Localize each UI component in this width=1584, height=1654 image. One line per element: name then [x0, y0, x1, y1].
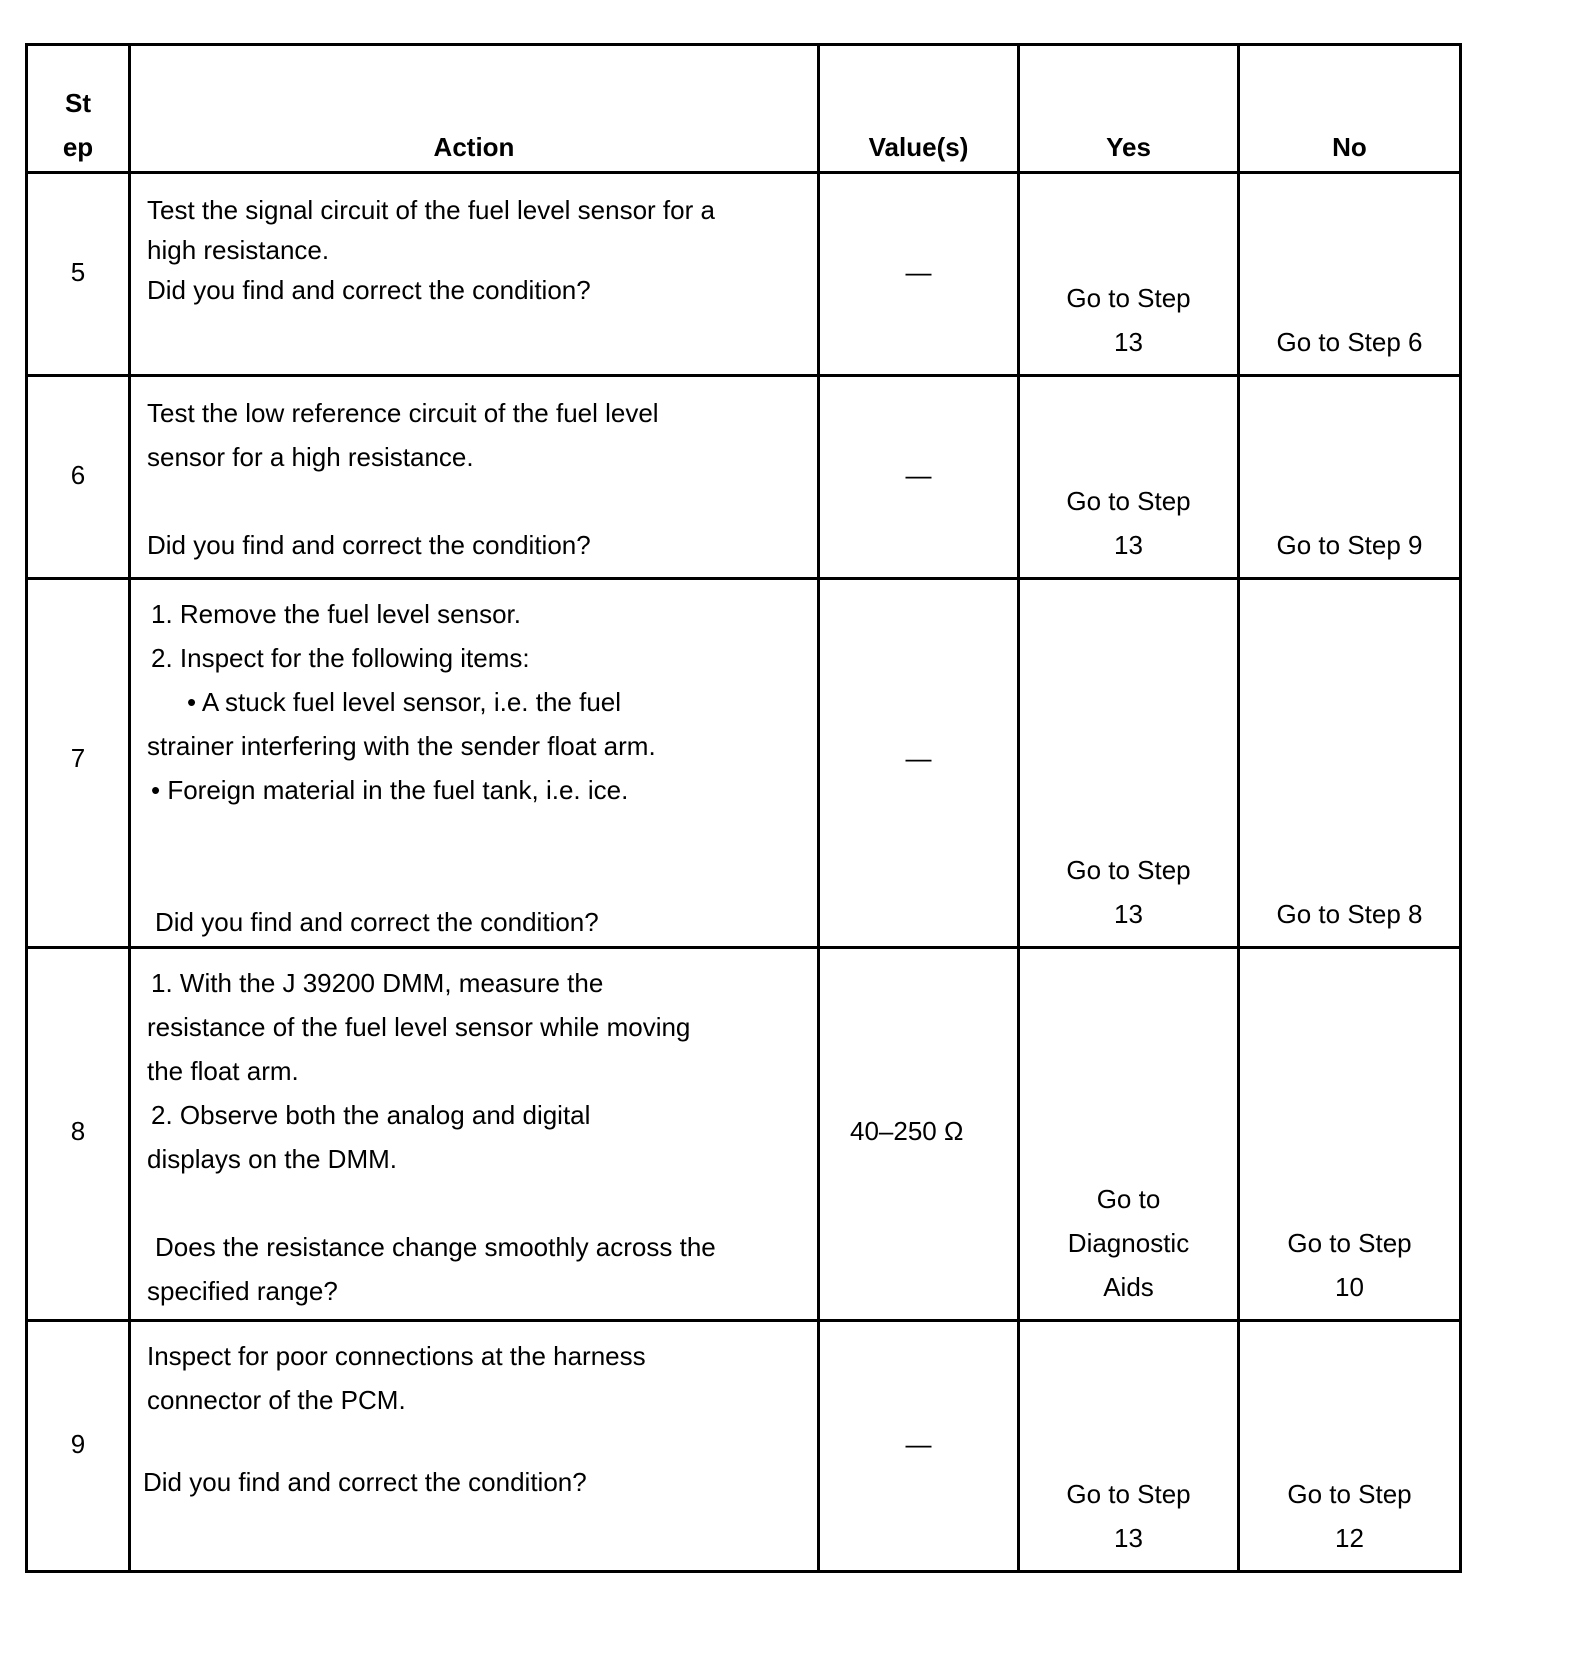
header-step-line1: St	[65, 88, 91, 118]
value-text: 40–250 Ω	[850, 1116, 964, 1146]
header-yes: Yes	[1019, 45, 1239, 173]
no-line: Go to Step 6	[1276, 327, 1423, 357]
action-question: Did you find and correct the condition?	[155, 907, 599, 937]
value-text: —	[905, 257, 932, 287]
action-question: specified range?	[147, 1276, 338, 1306]
action-line: strainer interfering with the sender float arm.	[147, 731, 656, 761]
diagnostic-table	[25, 43, 1462, 1573]
action-line: 1. With the J 39200 DMM, measure the	[151, 968, 604, 998]
yes-line: 13	[1114, 530, 1143, 560]
yes-line: Go to Step	[1066, 1479, 1191, 1509]
value-cell	[819, 1321, 1019, 1572]
no-line: Go to Step 9	[1276, 530, 1423, 560]
action-line: • A stuck fuel level sensor, i.e. the fuel	[187, 687, 622, 717]
yes-line: Diagnostic	[1067, 1228, 1190, 1258]
yes-line: 13	[1114, 899, 1143, 929]
header-row	[27, 45, 1461, 173]
table-row	[27, 579, 1461, 948]
action-line: the float arm.	[147, 1056, 299, 1086]
action-line: high resistance.	[147, 235, 330, 265]
yes-result[interactable]	[1020, 1177, 1237, 1309]
value-cell	[819, 173, 1019, 376]
yes-cell	[1019, 948, 1239, 1321]
yes-line: Go to Step	[1066, 283, 1191, 313]
no-cell	[1239, 376, 1461, 579]
no-cell	[1239, 173, 1461, 376]
no-result[interactable]	[1240, 320, 1459, 364]
value-cell	[819, 579, 1019, 948]
no-result[interactable]	[1240, 892, 1459, 936]
header-no: No	[1239, 45, 1461, 173]
header-values: Value(s)	[819, 45, 1019, 173]
action-line: 2. Observe both the analog and digital	[151, 1100, 591, 1130]
no-line: Go to Step 8	[1276, 899, 1423, 929]
action-question: Did you find and correct the condition?	[147, 275, 591, 305]
header-step	[27, 45, 130, 173]
action-line: 1. Remove the fuel level sensor.	[151, 599, 521, 629]
yes-cell	[1019, 579, 1239, 948]
yes-result[interactable]	[1020, 276, 1237, 364]
action-line: Test the signal circuit of the fuel level sensor for a	[147, 195, 715, 225]
action-cell	[130, 376, 819, 579]
value-text: —	[905, 743, 932, 773]
step-number: 5	[70, 257, 86, 287]
yes-line: Go to Step	[1066, 855, 1191, 885]
step-number: 7	[70, 743, 86, 773]
step-number: 9	[70, 1429, 86, 1459]
action-cell	[130, 579, 819, 948]
action-line: displays on the DMM.	[147, 1144, 397, 1174]
no-cell	[1239, 948, 1461, 1321]
step-number: 8	[70, 1116, 86, 1146]
no-line: Go to Step	[1287, 1228, 1412, 1258]
no-cell	[1239, 1321, 1461, 1572]
action-line: 2. Inspect for the following items:	[151, 643, 530, 673]
no-line: Go to Step	[1287, 1479, 1412, 1509]
yes-line: Go to	[1096, 1184, 1161, 1214]
action-line: Test the low reference circuit of the fuel level	[147, 398, 659, 428]
action-question: Did you find and correct the condition?	[143, 1467, 587, 1497]
yes-result[interactable]	[1020, 848, 1237, 936]
header-step-line2: ep	[62, 132, 94, 162]
yes-cell	[1019, 376, 1239, 579]
action-line: Inspect for poor connections at the harness	[147, 1341, 646, 1371]
yes-cell	[1019, 1321, 1239, 1572]
table-row	[27, 948, 1461, 1321]
step-number: 6	[70, 460, 86, 490]
yes-result[interactable]	[1020, 479, 1237, 567]
step-cell	[27, 1321, 130, 1572]
step-cell	[27, 173, 130, 376]
table-row	[27, 376, 1461, 579]
yes-line: 13	[1114, 327, 1143, 357]
yes-line: 13	[1114, 1523, 1143, 1553]
step-cell	[27, 579, 130, 948]
step-cell	[27, 948, 130, 1321]
no-result[interactable]	[1240, 523, 1459, 567]
yes-cell	[1019, 173, 1239, 376]
table-row	[27, 1321, 1461, 1572]
action-cell	[130, 948, 819, 1321]
value-text: —	[905, 1429, 932, 1459]
no-line: 12	[1335, 1523, 1364, 1553]
no-cell	[1239, 579, 1461, 948]
action-line: • Foreign material in the fuel tank, i.e. ice.	[151, 775, 629, 805]
action-cell	[130, 1321, 819, 1572]
no-line: 10	[1335, 1272, 1364, 1302]
header-action: Action	[130, 45, 819, 173]
no-result[interactable]	[1240, 1221, 1459, 1309]
action-question: Does the resistance change smoothly across the	[155, 1232, 716, 1262]
value-text: —	[905, 460, 932, 490]
action-question: Did you find and correct the condition?	[147, 530, 591, 560]
action-line: sensor for a high resistance.	[147, 442, 474, 472]
action-line: resistance of the fuel level sensor while moving	[147, 1012, 691, 1042]
table-row	[27, 173, 1461, 376]
yes-result[interactable]	[1020, 1472, 1237, 1560]
action-cell	[130, 173, 819, 376]
step-cell	[27, 376, 130, 579]
value-cell	[819, 948, 1019, 1321]
yes-line: Go to Step	[1066, 486, 1191, 516]
no-result[interactable]	[1240, 1472, 1459, 1560]
value-cell	[819, 376, 1019, 579]
action-line: connector of the PCM.	[147, 1385, 406, 1415]
yes-line: Aids	[1103, 1272, 1154, 1302]
